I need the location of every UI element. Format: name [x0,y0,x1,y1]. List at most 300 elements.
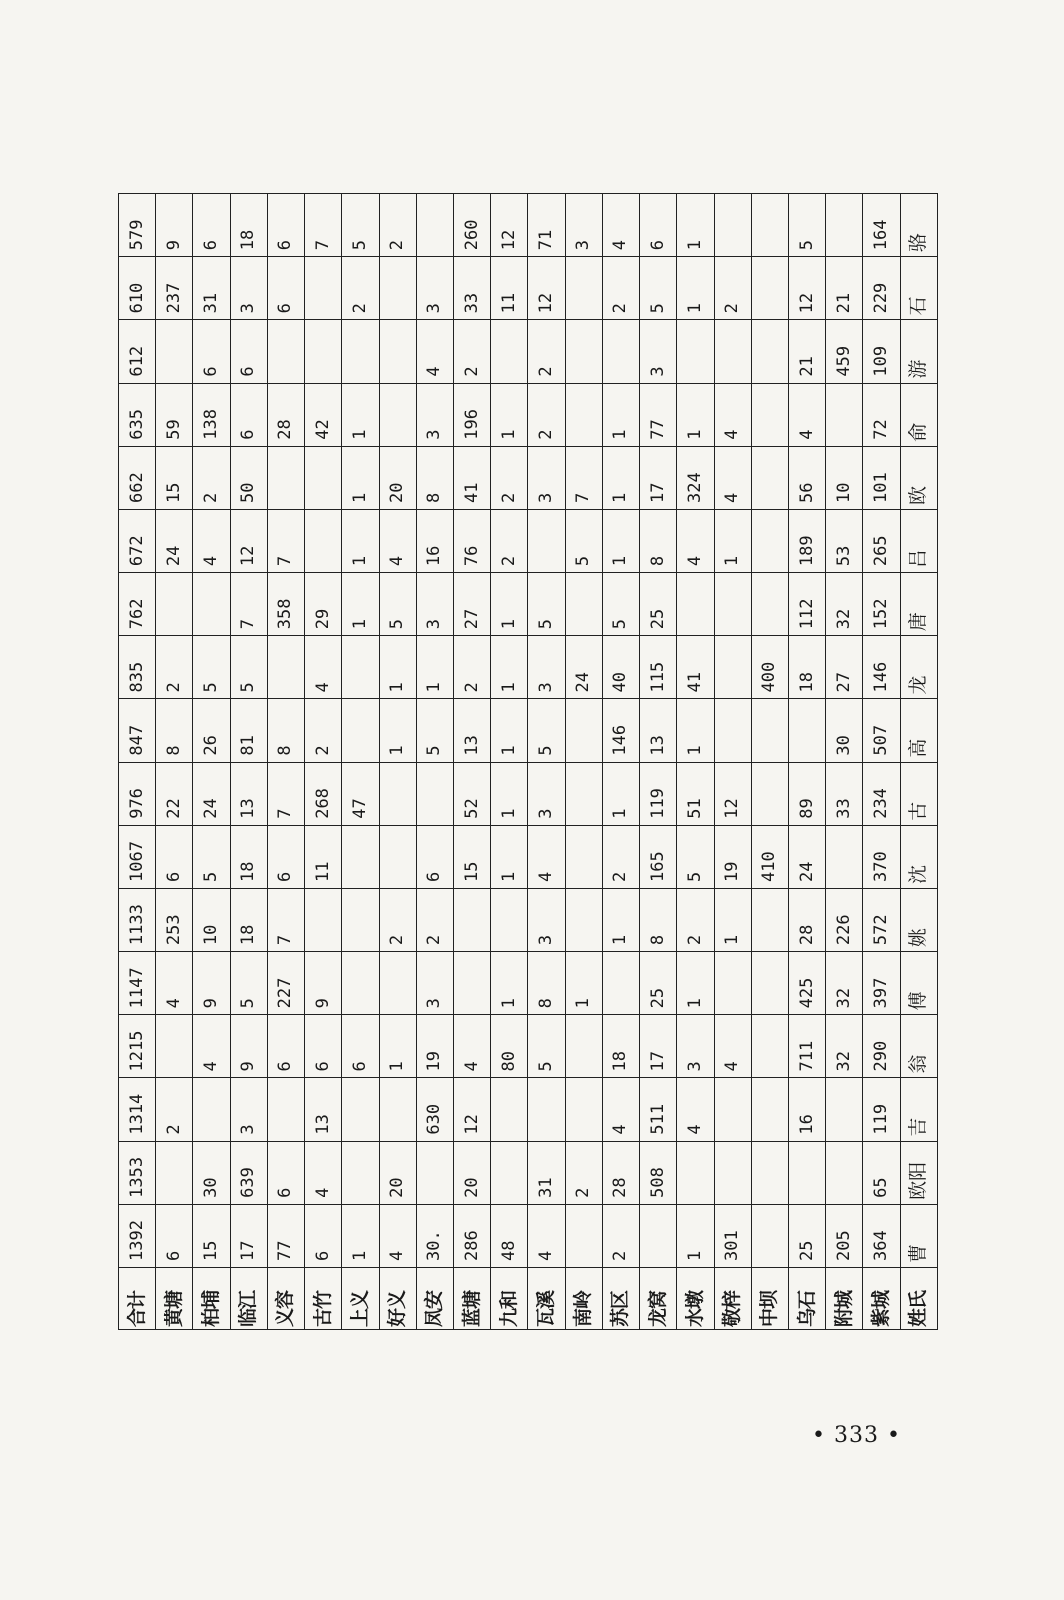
table-cell [714,1078,751,1141]
table-cell: 2 [453,636,490,699]
table-cell: 507 [863,699,900,762]
table-cell: 18 [230,825,267,888]
table-cell: 3 [677,1015,714,1078]
table-cell: 24 [193,762,230,825]
table-cell: 227 [267,952,304,1015]
surname-cell: 俞 [900,383,937,446]
table-cell: 9 [156,194,193,257]
table-column-4 [751,194,788,1330]
table-cell: 21 [826,257,863,320]
table-cell: 2 [379,888,416,951]
table-cell: 1 [677,257,714,320]
table-cell: 835 [119,636,156,699]
table-cell: 8 [156,699,193,762]
table-cell [714,699,751,762]
table-cell: 138 [193,383,230,446]
table-cell: 18 [602,1015,639,1078]
table-cell: 1 [602,446,639,509]
table-cell: 2 [602,1204,639,1267]
table-cell: 711 [788,1015,825,1078]
table-cell: 42 [305,383,342,446]
table-cell: 1 [342,446,379,509]
table-cell: 13 [453,699,490,762]
table-cell: 400 [751,636,788,699]
table-cell: 25 [788,1204,825,1267]
table-cell [751,699,788,762]
table-cell: 112 [788,573,825,636]
table-cell: 4 [602,1078,639,1141]
table-cell: 612 [119,320,156,383]
column-header: 九和 [491,1268,528,1330]
table-cell: 29 [305,573,342,636]
table-cell: 8 [640,888,677,951]
table-cell: 2 [156,1078,193,1141]
table-cell [379,762,416,825]
table-cell: 10 [826,446,863,509]
surname-distribution-table [118,193,938,1330]
table-cell: 1 [714,888,751,951]
column-header: 义容 [267,1268,304,1330]
table-cell: 4 [453,1015,490,1078]
surname-cell: 傅 [900,952,937,1015]
surname-cell: 高 [900,699,937,762]
table-column-19 [193,194,230,1330]
table-cell: 2 [491,509,528,572]
table-cell: 3 [640,320,677,383]
table-cell [714,952,751,1015]
table-column-0 [900,194,937,1330]
table-cell [565,573,602,636]
table-cell: 1 [491,636,528,699]
table-cell: 31 [528,1141,565,1204]
table-cell: 7 [267,509,304,572]
table-cell: 81 [230,699,267,762]
table-column-17 [267,194,304,1330]
table-cell [267,636,304,699]
table-cell: 1 [491,952,528,1015]
table-cell: 15 [453,825,490,888]
table-cell: 6 [267,1015,304,1078]
table-cell: 1 [491,573,528,636]
table-cell: 1133 [119,888,156,951]
table-cell [751,1204,788,1267]
table-cell: 1 [602,383,639,446]
table-cell: 1147 [119,952,156,1015]
table-cell: 4 [416,320,453,383]
table-column-1 [863,194,900,1330]
table-cell: 237 [156,257,193,320]
table-cell: 976 [119,762,156,825]
table-cell: 1 [379,699,416,762]
table-column-18 [230,194,267,1330]
table-cell: 19 [416,1015,453,1078]
table-cell: 2 [491,446,528,509]
table-cell [565,762,602,825]
table-column-15 [342,194,379,1330]
table-cell: 364 [863,1204,900,1267]
table-cell: 32 [826,1015,863,1078]
table-cell [528,1078,565,1141]
table-cell: 8 [416,446,453,509]
table-cell: 324 [677,446,714,509]
table-cell [342,888,379,951]
table-cell: 72 [863,383,900,446]
column-header: 乌石 [788,1268,825,1330]
table-cell: 3 [565,194,602,257]
table-cell [379,320,416,383]
table-cell: 1 [342,383,379,446]
table-cell: 579 [119,194,156,257]
table-cell: 4 [156,952,193,1015]
table-cell: 32 [826,573,863,636]
table-cell: 13 [230,762,267,825]
column-header: 苏区 [602,1268,639,1330]
table-cell [677,320,714,383]
table-cell: 15 [156,446,193,509]
table-cell: 358 [267,573,304,636]
table-cell: 27 [826,636,863,699]
table-cell: 265 [863,509,900,572]
table-cell: 205 [826,1204,863,1267]
table-cell: 11 [305,825,342,888]
table-cell [602,320,639,383]
table-cell: 610 [119,257,156,320]
table-cell: 1 [677,1204,714,1267]
table-cell: 48 [491,1204,528,1267]
table-cell [565,1078,602,1141]
table-column-11 [491,194,528,1330]
table-cell: 32 [826,952,863,1015]
table-cell [751,194,788,257]
table-cell: 4 [305,636,342,699]
table-cell: 1 [491,383,528,446]
table-cell: 52 [453,762,490,825]
table-cell: 9 [230,1015,267,1078]
table-cell: 4 [193,1015,230,1078]
table-cell [305,446,342,509]
table-cell [677,1141,714,1204]
table-cell [751,446,788,509]
table-cell: 27 [453,573,490,636]
table-cell: 5 [788,194,825,257]
table-cell: 1 [602,762,639,825]
table-cell [379,952,416,1015]
table-cell: 12 [491,194,528,257]
table-cell: 8 [640,509,677,572]
table-cell: 30. [416,1204,453,1267]
surname-cell: 唐 [900,573,937,636]
table-cell: 1 [602,888,639,951]
table-cell: 1314 [119,1078,156,1141]
table-cell: 5 [528,1015,565,1078]
table-cell: 20 [379,446,416,509]
table-cell [565,257,602,320]
table-cell [305,320,342,383]
table-cell: 18 [230,888,267,951]
table-cell: 119 [640,762,677,825]
table-cell: 425 [788,952,825,1015]
table-cell: 19 [714,825,751,888]
table-cell [491,1141,528,1204]
table-cell: 5 [193,636,230,699]
table-column-5 [714,194,751,1330]
table-cell: 5 [193,825,230,888]
table-cell: 7 [267,888,304,951]
table-cell: 3 [528,888,565,951]
table-cell: 2 [528,383,565,446]
table-cell [826,194,863,257]
table-cell: 4 [677,509,714,572]
table-cell: 226 [826,888,863,951]
table-cell: 24 [788,825,825,888]
table-cell: 2 [602,825,639,888]
table-cell: 5 [230,952,267,1015]
table-cell: 3 [230,1078,267,1141]
column-header: 古竹 [305,1268,342,1330]
table-cell: 7 [305,194,342,257]
table-cell [565,1015,602,1078]
table-cell: 1 [379,1015,416,1078]
table-cell: 11 [491,257,528,320]
table-cell: 146 [863,636,900,699]
surname-cell: 吕 [900,509,937,572]
surname-cell: 曹 [900,1204,937,1267]
table-cell: 56 [788,446,825,509]
table-cell: 1 [342,573,379,636]
table-cell: 572 [863,888,900,951]
surname-cell: 游 [900,320,937,383]
table-cell: 4 [714,383,751,446]
table-cell: 109 [863,320,900,383]
table-cell: 2 [565,1141,602,1204]
table-cell [788,699,825,762]
table-cell [565,1204,602,1267]
table-cell: 41 [453,446,490,509]
table-cell: 5 [379,573,416,636]
table-cell: 1 [491,699,528,762]
table-cell: 16 [788,1078,825,1141]
table-cell: 53 [826,509,863,572]
table-cell [826,383,863,446]
table-cell: 2 [342,257,379,320]
table-cell [751,509,788,572]
table-cell: 28 [602,1141,639,1204]
table-cell: 4 [379,1204,416,1267]
surname-cell: 姚 [900,888,937,951]
table-cell: 5 [602,573,639,636]
table-cell [751,573,788,636]
table-cell [491,1078,528,1141]
table-cell [156,573,193,636]
table-cell [751,1141,788,1204]
column-header: 凤安 [416,1268,453,1330]
table-cell: 26 [193,699,230,762]
table-cell: 5 [528,573,565,636]
table-cell: 17 [230,1204,267,1267]
table-cell: 9 [305,952,342,1015]
table-cell: 28 [267,383,304,446]
table-cell [379,1078,416,1141]
table-cell: 1 [491,762,528,825]
table-cell: 6 [305,1015,342,1078]
table-column-21 [119,194,156,1330]
table-cell: 672 [119,509,156,572]
table-cell: 6 [193,194,230,257]
table-cell: 165 [640,825,677,888]
table-cell: 31 [193,257,230,320]
table-column-20 [156,194,193,1330]
surname-cell: 吉 [900,1078,937,1141]
table-cell: 24 [565,636,602,699]
table-cell [565,320,602,383]
table-cell: 189 [788,509,825,572]
table-cell: 119 [863,1078,900,1141]
table-cell: 370 [863,825,900,888]
surname-cell: 龙 [900,636,937,699]
table-cell: 80 [491,1015,528,1078]
column-header: 敬梓 [714,1268,751,1330]
table-cell: 25 [640,573,677,636]
table-cell: 2 [193,446,230,509]
table-cell: 101 [863,446,900,509]
table-cell: 8 [528,952,565,1015]
surname-cell: 骆 [900,194,937,257]
table-cell: 1 [379,636,416,699]
table-cell [751,1015,788,1078]
table-cell: 24 [156,509,193,572]
table-column-12 [453,194,490,1330]
table-cell [751,1078,788,1141]
column-header: 蓝塘 [453,1268,490,1330]
surname-cell: 沈 [900,825,937,888]
table-cell: 10 [193,888,230,951]
table-cell: 6 [305,1204,342,1267]
table-cell: 2 [528,320,565,383]
table-cell: 286 [453,1204,490,1267]
table-cell [751,383,788,446]
table-cell [342,699,379,762]
table-cell [826,1141,863,1204]
table-cell: 2 [305,699,342,762]
table-cell: 18 [788,636,825,699]
table-cell: 2 [602,257,639,320]
table-cell: 65 [863,1141,900,1204]
table-cell: 5 [528,699,565,762]
table-cell [305,257,342,320]
table-cell [416,1141,453,1204]
table-cell: 4 [714,446,751,509]
table-cell [565,888,602,951]
table-cell: 1 [677,383,714,446]
table-cell: 762 [119,573,156,636]
table-cell: 847 [119,699,156,762]
table-cell: 51 [677,762,714,825]
table-column-8 [602,194,639,1330]
table-cell: 12 [714,762,751,825]
table-cell: 662 [119,446,156,509]
table-cell: 115 [640,636,677,699]
table-cell: 410 [751,825,788,888]
table-cell: 5 [416,699,453,762]
column-header: 黄塘 [156,1268,193,1330]
table-cell [156,320,193,383]
table-cell: 3 [528,762,565,825]
table-cell: 20 [379,1141,416,1204]
table-cell: 6 [230,320,267,383]
table-cell [156,1141,193,1204]
table-cell [491,320,528,383]
table-cell: 1 [677,194,714,257]
surname-cell: 欧 [900,446,937,509]
table-cell [379,825,416,888]
table-cell: 2 [416,888,453,951]
table-cell: 5 [640,257,677,320]
table-cell: 6 [267,257,304,320]
column-header: 龙窝 [640,1268,677,1330]
table-cell [602,952,639,1015]
surname-cell: 欧阳 [900,1141,937,1204]
table-cell [342,952,379,1015]
table-cell: 89 [788,762,825,825]
table-cell: 5 [565,509,602,572]
table-cell: 3 [528,636,565,699]
table-cell [305,509,342,572]
table-cell: 71 [528,194,565,257]
table-cell: 6 [267,825,304,888]
table-cell: 164 [863,194,900,257]
table-column-9 [565,194,602,1330]
table-cell: 17 [640,1015,677,1078]
table-cell [379,383,416,446]
column-header: 南岭 [565,1268,602,1330]
table-cell [565,825,602,888]
table-cell [714,636,751,699]
table-cell: 2 [379,194,416,257]
table-cell: 1067 [119,825,156,888]
table-cell: 28 [788,888,825,951]
table-cell [714,573,751,636]
column-header: 柏埔 [193,1268,230,1330]
table-cell: 59 [156,383,193,446]
table-cell [342,1078,379,1141]
table-cell: 630 [416,1078,453,1141]
table-cell [751,257,788,320]
table-cell: 21 [788,320,825,383]
table-column-3 [788,194,825,1330]
table-cell: 4 [788,383,825,446]
table-cell [379,257,416,320]
table-cell: 5 [677,825,714,888]
table-cell: 7 [230,573,267,636]
rotated-table-container [118,194,938,1330]
column-header: 附城 [826,1268,863,1330]
table-cell: 229 [863,257,900,320]
table-cell: 268 [305,762,342,825]
table-cell: 4 [528,1204,565,1267]
table-cell: 152 [863,573,900,636]
table-cell: 2 [453,320,490,383]
table-cell: 459 [826,320,863,383]
table-cell [342,1141,379,1204]
table-cell: 20 [453,1141,490,1204]
table-cell [565,383,602,446]
table-column-13 [416,194,453,1330]
table-cell: 33 [826,762,863,825]
table-cell: 30 [193,1141,230,1204]
table-cell: 301 [714,1204,751,1267]
table-cell: 47 [342,762,379,825]
table-cell [342,636,379,699]
